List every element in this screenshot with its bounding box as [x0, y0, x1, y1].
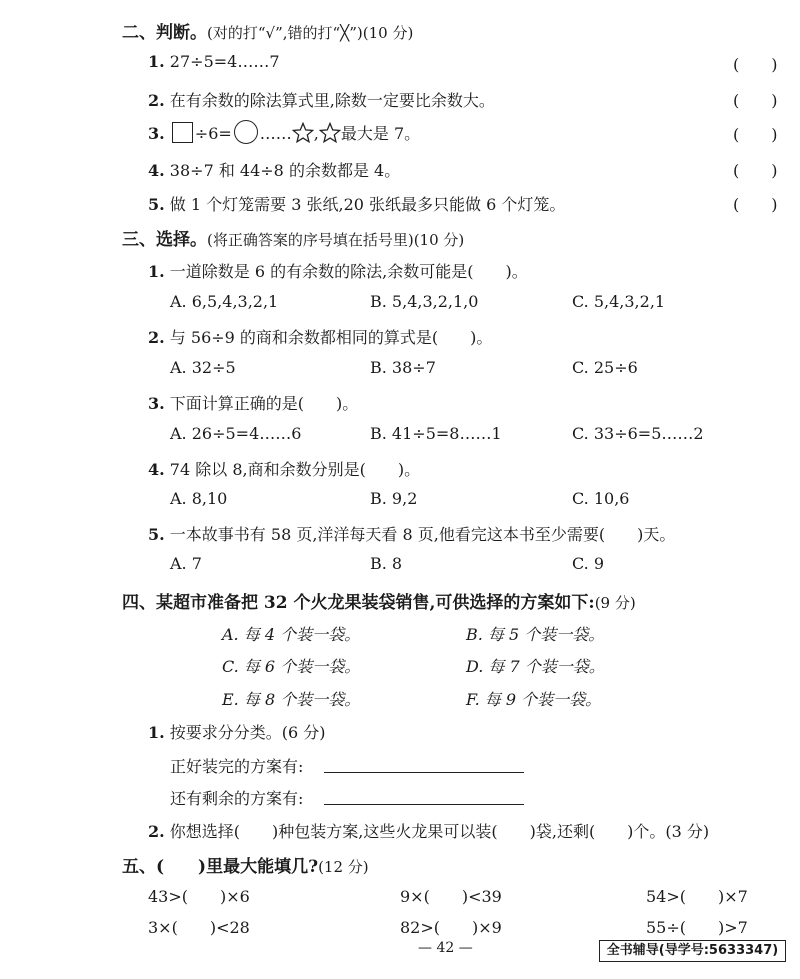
- choice-question-2: [148, 325, 492, 348]
- section-3-title: 三、选择。: [122, 230, 207, 250]
- plan-f: F. 每 9 个装一袋。: [466, 690, 602, 709]
- plan-b: B. 每 5 个装一袋。: [466, 625, 605, 644]
- option-a: A. 32÷5: [170, 358, 236, 377]
- option-a: A. 6,5,4,3,2,1: [170, 292, 279, 311]
- option-a: A. 7: [170, 554, 202, 573]
- question-number: 1.: [148, 262, 165, 281]
- option-c: C. 10,6: [572, 489, 630, 508]
- judge-item-3: [148, 120, 420, 144]
- section-4-heading: [122, 588, 636, 613]
- fill-expr-4[interactable]: 3×( )<28: [148, 918, 250, 937]
- option-c: C. 5,4,3,2,1: [572, 292, 666, 311]
- option-b: B. 38÷7: [370, 358, 436, 377]
- option-b: B. 9,2: [370, 489, 418, 508]
- option-b: B. 5,4,3,2,1,0: [370, 292, 479, 311]
- section-5-note: (12 分): [318, 858, 369, 876]
- judge-item-4: [148, 158, 400, 181]
- item-number: 2.: [148, 91, 165, 110]
- option-b: B. 8: [370, 554, 403, 573]
- item-number: 5.: [148, 195, 165, 214]
- fill-expr-6[interactable]: 55÷( )>7: [646, 918, 748, 937]
- item-text: 27÷5=4……7: [169, 52, 280, 71]
- option-a: A. 8,10: [170, 489, 228, 508]
- square-box-icon: [172, 122, 193, 143]
- item-text: ……: [259, 124, 292, 143]
- section-2-note: (对的打“√”,错的打“╳”)(10 分): [207, 24, 414, 42]
- item-text: 最大是 7。: [340, 124, 421, 143]
- question-text[interactable]: 下面计算正确的是( )。: [169, 394, 359, 413]
- judge-item-1: [148, 52, 280, 71]
- option-c: C. 9: [572, 554, 605, 573]
- choice-question-1: [148, 259, 528, 282]
- circle-icon: [234, 120, 258, 144]
- judge-item-2: [148, 88, 495, 111]
- answer-paren-2[interactable]: ( ): [733, 91, 778, 110]
- sub-question-2: [148, 819, 709, 842]
- sub-question-1: [148, 720, 326, 743]
- item-number: 4.: [148, 161, 165, 180]
- section-3-heading: [122, 225, 464, 250]
- option-a: A. 26÷5=4……6: [170, 424, 302, 443]
- section-3-note: (将正确答案的序号填在括号里)(10 分): [207, 231, 465, 249]
- section-5-heading: [122, 852, 369, 877]
- option-c: C. 33÷6=5……2: [572, 424, 704, 443]
- choice-question-3: [148, 391, 358, 414]
- plan-a: A. 每 4 个装一袋。: [222, 625, 361, 644]
- fill-expr-1[interactable]: 43>( )×6: [148, 887, 250, 906]
- question-number: 4.: [148, 460, 165, 479]
- section-2-heading: [122, 18, 413, 43]
- exact-fit-answer-line[interactable]: [324, 772, 524, 773]
- guide-badge: 全书辅导(导学号:5633347): [599, 940, 786, 962]
- question-text[interactable]: 74 除以 8,商和余数分别是( )。: [169, 460, 421, 479]
- question-number: 1.: [148, 723, 165, 742]
- question-text[interactable]: 一道除数是 6 的有余数的除法,余数可能是( )。: [169, 262, 528, 281]
- choice-question-5: [148, 522, 675, 545]
- answer-paren-1[interactable]: ( ): [733, 55, 778, 74]
- item-number: 3.: [148, 124, 165, 143]
- option-c: C. 25÷6: [572, 358, 638, 377]
- question-text[interactable]: 与 56÷9 的商和余数都相同的算式是( )。: [169, 328, 493, 347]
- item-text: ,: [313, 124, 319, 143]
- item-text: ÷6=: [194, 124, 232, 143]
- star-icon: [292, 122, 314, 144]
- item-text: 在有余数的除法算式里,除数一定要比余数大。: [169, 91, 495, 110]
- question-number: 5.: [148, 525, 165, 544]
- answer-paren-4[interactable]: ( ): [733, 161, 778, 180]
- plan-e: E. 每 8 个装一袋。: [222, 690, 361, 709]
- fill-expr-5[interactable]: 82>( )×9: [400, 918, 502, 937]
- remainder-label: 还有剩余的方案有:: [170, 789, 304, 808]
- section-2-title: 二、判断。: [122, 23, 207, 43]
- question-text[interactable]: 你想选择( )种包装方案,这些火龙果可以装( )袋,还剩( )个。(3 分): [169, 822, 710, 841]
- section-5-title: 五、( )里最大能填几?: [122, 857, 319, 877]
- plan-c: C. 每 6 个装一袋。: [222, 657, 361, 676]
- answer-paren-5[interactable]: ( ): [733, 195, 778, 214]
- section-4-title: 四、某超市准备把 32 个火龙果装袋销售,可供选择的方案如下:: [122, 593, 595, 613]
- item-number: 1.: [148, 52, 165, 71]
- question-number: 2.: [148, 822, 165, 841]
- remainder-answer-line[interactable]: [324, 804, 524, 805]
- page-number: — 42 —: [418, 940, 473, 956]
- section-4-note: (9 分): [594, 594, 636, 612]
- judge-item-5: [148, 192, 565, 215]
- answer-paren-3[interactable]: ( ): [733, 125, 778, 144]
- exact-fit-label: 正好装完的方案有:: [170, 757, 304, 776]
- item-text: 做 1 个灯笼需要 3 张纸,20 张纸最多只能做 6 个灯笼。: [169, 195, 566, 214]
- item-text: 38÷7 和 44÷8 的余数都是 4。: [169, 161, 401, 180]
- choice-question-4: [148, 457, 420, 480]
- question-text: 按要求分分类。(6 分): [169, 723, 326, 742]
- question-number: 2.: [148, 328, 165, 347]
- star-icon: [319, 122, 341, 144]
- option-b: B. 41÷5=8……1: [370, 424, 502, 443]
- question-number: 3.: [148, 394, 165, 413]
- plan-d: D. 每 7 个装一袋。: [466, 657, 605, 676]
- question-text[interactable]: 一本故事书有 58 页,洋洋每天看 8 页,他看完这本书至少需要( )天。: [169, 525, 676, 544]
- fill-expr-3[interactable]: 54>( )×7: [646, 887, 748, 906]
- fill-expr-2[interactable]: 9×( )<39: [400, 887, 502, 906]
